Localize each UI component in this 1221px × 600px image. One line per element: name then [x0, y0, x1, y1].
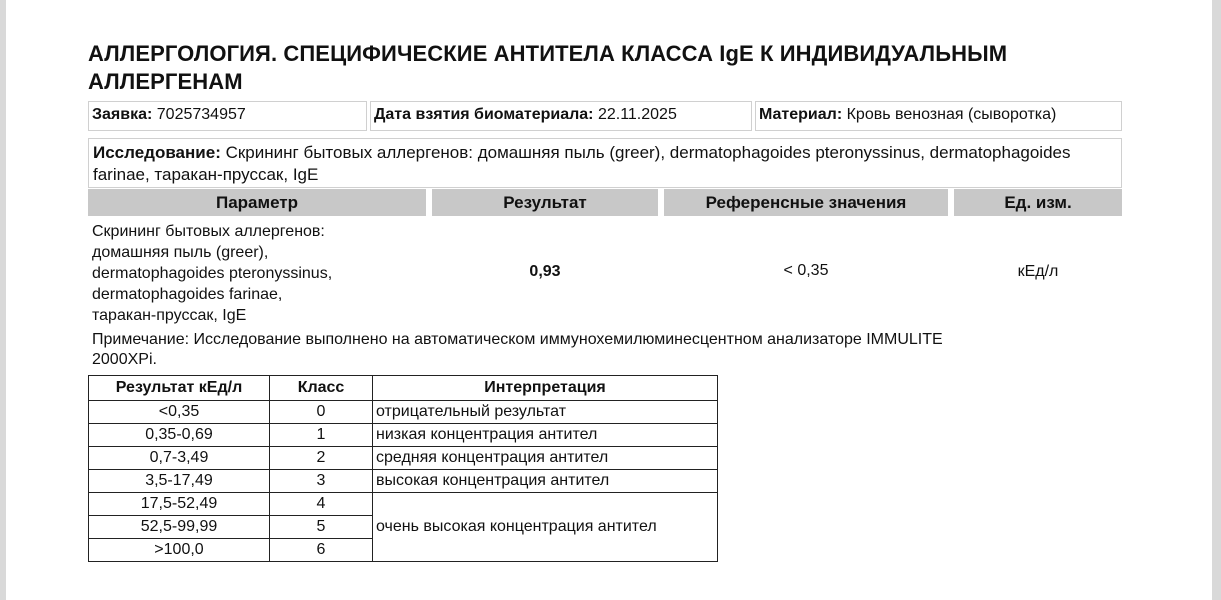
- param-line: Скрининг бытовых аллергенов:: [92, 223, 325, 240]
- class-cell: 5: [270, 516, 373, 539]
- page-title: [88, 40, 1128, 96]
- column-header: Интерпретация: [373, 376, 718, 401]
- range-cell: 0,7-3,49: [89, 447, 270, 470]
- range-cell: 3,5-17,49: [89, 470, 270, 493]
- range-cell: <0,35: [89, 401, 270, 424]
- column-header: Результат кЕд/л: [89, 376, 270, 401]
- class-cell: 3: [270, 470, 373, 493]
- title-line-2: АЛЛЕРГЕНАМ: [88, 69, 243, 94]
- table-header-row: [89, 376, 718, 401]
- param-line: домашняя пыль (greer),: [92, 244, 269, 261]
- order-field: [88, 101, 367, 131]
- result-value: 0,93: [529, 263, 561, 280]
- study-value: Скрининг бытовых аллергенов: домашняя пыль (greer), dermatophagoides pteronyssinus, dermatophagoides farinae, таракан-пруссак, IgE: [93, 143, 1071, 184]
- order-value: 7025734957: [156, 106, 246, 123]
- class-cell: 2: [270, 447, 373, 470]
- title-line-1: АЛЛЕРГОЛОГИЯ. СПЕЦИФИЧЕСКИЕ АНТИТЕЛА КЛАССА IgE К ИНДИВИДУАЛЬНЫМ: [88, 41, 1008, 66]
- range-cell: 17,5-52,49: [89, 493, 270, 516]
- sample-date-value: 22.11.2025: [597, 106, 677, 123]
- sample-date-label: Дата взятия биоматериала:: [374, 106, 594, 123]
- param-line: таракан-пруссак, IgE: [92, 307, 247, 324]
- sample-date-field: [370, 101, 752, 131]
- material-value: Кровь венозная (сыворотка): [846, 106, 1057, 123]
- interpretation-cell: высокая концентрация антител: [373, 470, 718, 493]
- note: [92, 330, 1092, 370]
- table-row: [89, 401, 718, 424]
- header-param: Параметр: [88, 189, 426, 216]
- note-line-2: 2000XPi.: [92, 351, 157, 368]
- range-cell: 0,35-0,69: [89, 424, 270, 447]
- table-row: [89, 424, 718, 447]
- param-line: dermatophagoides pteronyssinus,: [92, 265, 333, 282]
- class-cell: 4: [270, 493, 373, 516]
- range-cell: >100,0: [89, 539, 270, 562]
- table-row: [89, 493, 718, 516]
- class-cell: 1: [270, 424, 373, 447]
- note-line-1: Примечание: Исследование выполнено на автоматическом иммунохемилюминесцентном анализаторе IMMULITE: [92, 331, 943, 348]
- result-reference: < 0,35: [783, 262, 829, 279]
- interpretation-cell: средняя концентрация антител: [373, 447, 718, 470]
- study-label: Исследование:: [93, 143, 221, 162]
- result-unit: кЕд/л: [1017, 263, 1059, 280]
- column-header: Класс: [270, 376, 373, 401]
- interpretation-cell: отрицательный результат: [373, 401, 718, 424]
- class-cell: 6: [270, 539, 373, 562]
- class-cell: 0: [270, 401, 373, 424]
- header-reference: Референсные значения: [664, 189, 948, 216]
- param-line: dermatophagoides farinae,: [92, 286, 283, 303]
- order-label: Заявка:: [92, 106, 153, 123]
- material-label: Материал:: [759, 106, 843, 123]
- range-cell: 52,5-99,99: [89, 516, 270, 539]
- header-result: Результат: [432, 189, 658, 216]
- interpretation-cell: очень высокая концентрация антител: [373, 493, 718, 562]
- material-field: [755, 101, 1122, 131]
- result-param: [92, 221, 392, 326]
- study-field: [88, 138, 1122, 188]
- interpretation-cell: низкая концентрация антител: [373, 424, 718, 447]
- interpretation-table: [88, 375, 718, 562]
- table-row: [89, 470, 718, 493]
- header-unit: Ед. изм.: [954, 189, 1122, 216]
- table-row: [89, 447, 718, 470]
